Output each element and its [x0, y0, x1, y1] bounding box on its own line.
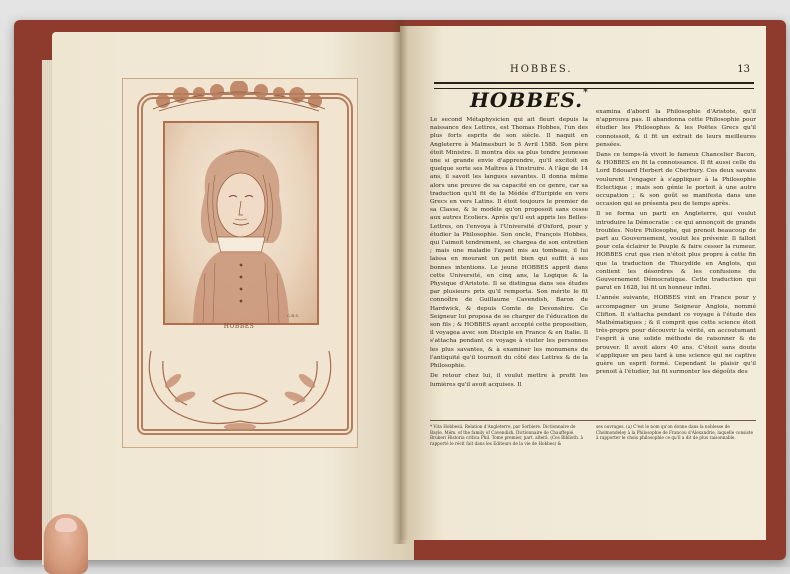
footnote-right: ses ouvrages. (a) C'est le nom qu'on donne dans la noblesse de Cholmondeley à la Philosophie de Francou d'Alexandrie, laquelle consiste à rapporter le choix philosophie ce qu'il a dit de plus raisonnable. — [596, 424, 753, 441]
footnote-left: * Vita Hobbesii. Relation d'Angleterre, par Sorbiere. Dictionnaire de Bayle. Mém. of the family of Cavendish. Dictionnaire de Chauffepié. Brukeri Historia critica Phil. Tome premier, part. alterâ. (Ces Biblioth. à rapporté le récit fait dans les Editeurs de la vie de Hobbes) & — [430, 424, 583, 446]
footnote-rule — [430, 420, 756, 421]
running-head-title: HOBBES. — [510, 64, 573, 75]
text-column-right — [596, 108, 756, 379]
paragraph: De retour chez lui, il voulut mettre à profit les lumières qu'il avoit acquises. Il — [430, 373, 588, 388]
paragraph: examina d'abord la Philosophie d'Aristote, qu'il n'approuva pas. Il abandonna cette Philosophie pour étudier les Philosophes & les Poëtes Grecs qu'il connoissoit, & il fit un extrait de leurs meilleures pensées. — [596, 109, 756, 148]
article-title — [470, 88, 589, 112]
paragraph: Le second Métaphysicien qui ait fleuri depuis la naissance des Lettres, est Thomas Hobbes, l'un des plus forts esprits de son siècle. Il naquit en Angleterre à Malmesburi le 5 Avril 1588. Son père étoit Ministre. Il montra dès sa plus tendre jeunesse une si grande envie d'apprendre, qu'il excitoit en quelque sorte ses Maîtres à l'instruire. A l'âge de 14 ans, il savoit les langues savantes. Il donna même alors une preuve de sa capacité en ce genre, car sa traduction qu'il fit de la Médée d'Euripide en vers Grecs en vers Latins. Il étoit toujours le premier de sa Classe, & le modèle qu'on proposoit sans cesse aux autres Ecoliers. Après qu'il eut appris les Belles-Lettres, on l'envoya à l'Université d'Oxford, pour y étudier la Philosophie. Son oncle, François Hobbes, qui l'aimoit tendrement, se chargea de son entretien ; mais une maladie l'ayant mis au tombeau, il lui laissa en mourant un petit bien qui suffit à ses bonnes intentions. Le jeune HOBBES apprit dans cette Université, en cinq ans, la Logique & la Physique d'Aristote. Il se distingua dans ses études par plusieurs prix qu'il remporta. Son mérite le fit connoître de Guillaume Cavendish, Baron de Hardwick, & depuis Comte de Devonshire. Ce Seigneur lui proposa de se charger de l'éducation de son fils ; & HOBBES ayant accepté cette proposition, il voyagea avec son Disciple en France & en Italie. Il s'attacha pendant ce voyage à visiter les personnes les plus savantes, & à examiner les monumens de l'antiquité qu'il tournoit du côté des Lettres & de la Philosophie. — [430, 117, 588, 370]
paragraph: L'année suivante, HOBBES vint en France pour y accompagner un jeune Seigneur Anglois, nommé Clifton. Il s'attacha pendant ce voyage à l'étude des Mathématiques ; & il comprit que cette science étoit très-propre pour découvrir la vérité, en accoutumant l'esprit à une solide méthode de raisonner & de prouver. Il avoit alors 40 ans. C'étoit sans doute s'appliquer un peu tard à une science qui ne captive guère un esprit formé. Cependant le plaisir qu'il prenoit à l'étudier, lui fit surmonter les dégoûts des — [596, 295, 756, 376]
page-number: 13 — [737, 64, 750, 75]
footnote-mark: * — [583, 88, 589, 98]
foliage-cartouche — [143, 341, 337, 433]
engraver-mark: C.B.S. — [287, 313, 300, 318]
book-gutter — [392, 20, 408, 544]
article-title-text: HOBBES. — [470, 88, 584, 112]
text-column-left — [430, 116, 588, 391]
running-head — [450, 64, 750, 78]
plate-caption: HOBBES — [223, 323, 255, 330]
portrait-plate — [122, 78, 358, 448]
paragraph: Il se forma un parti en Angleterre, qui voulut introduire la Démocratie : ce qui annonçoit de grands troubles. Notre Philosophe, qui prenoit beaucoup de part au Gouvernement, voulut les prévenir. Il falloit pour cela éclairer le Peuple & faire cesser la rumeur. HOBBES crut que rien n'étoit plus propre à cette fin que la traduction de Thucydide en Anglois, qui contient les désordres & les confusions du Gouvernement Démocratique. Cette traduction qui parut en 1628, lui fit un honneur infini. — [596, 211, 756, 292]
paragraph: Dans ce temps-là vivoit le fameux Chancelier Bacon, & HOBBES en fit la connoissance. Il fit aussi celle du Lord Edouard Herbert de Cherbury. Ces deux savans voulurent l'engager à s'appliquer à la Philosophie Eclectique ; mais son génie le portoit à une autre occupation ; & son goût se manifesta dans une occasion qui se présenta peu de temps après. — [596, 152, 756, 208]
thumbnail-nail — [55, 518, 77, 532]
portrait-image — [163, 121, 319, 325]
